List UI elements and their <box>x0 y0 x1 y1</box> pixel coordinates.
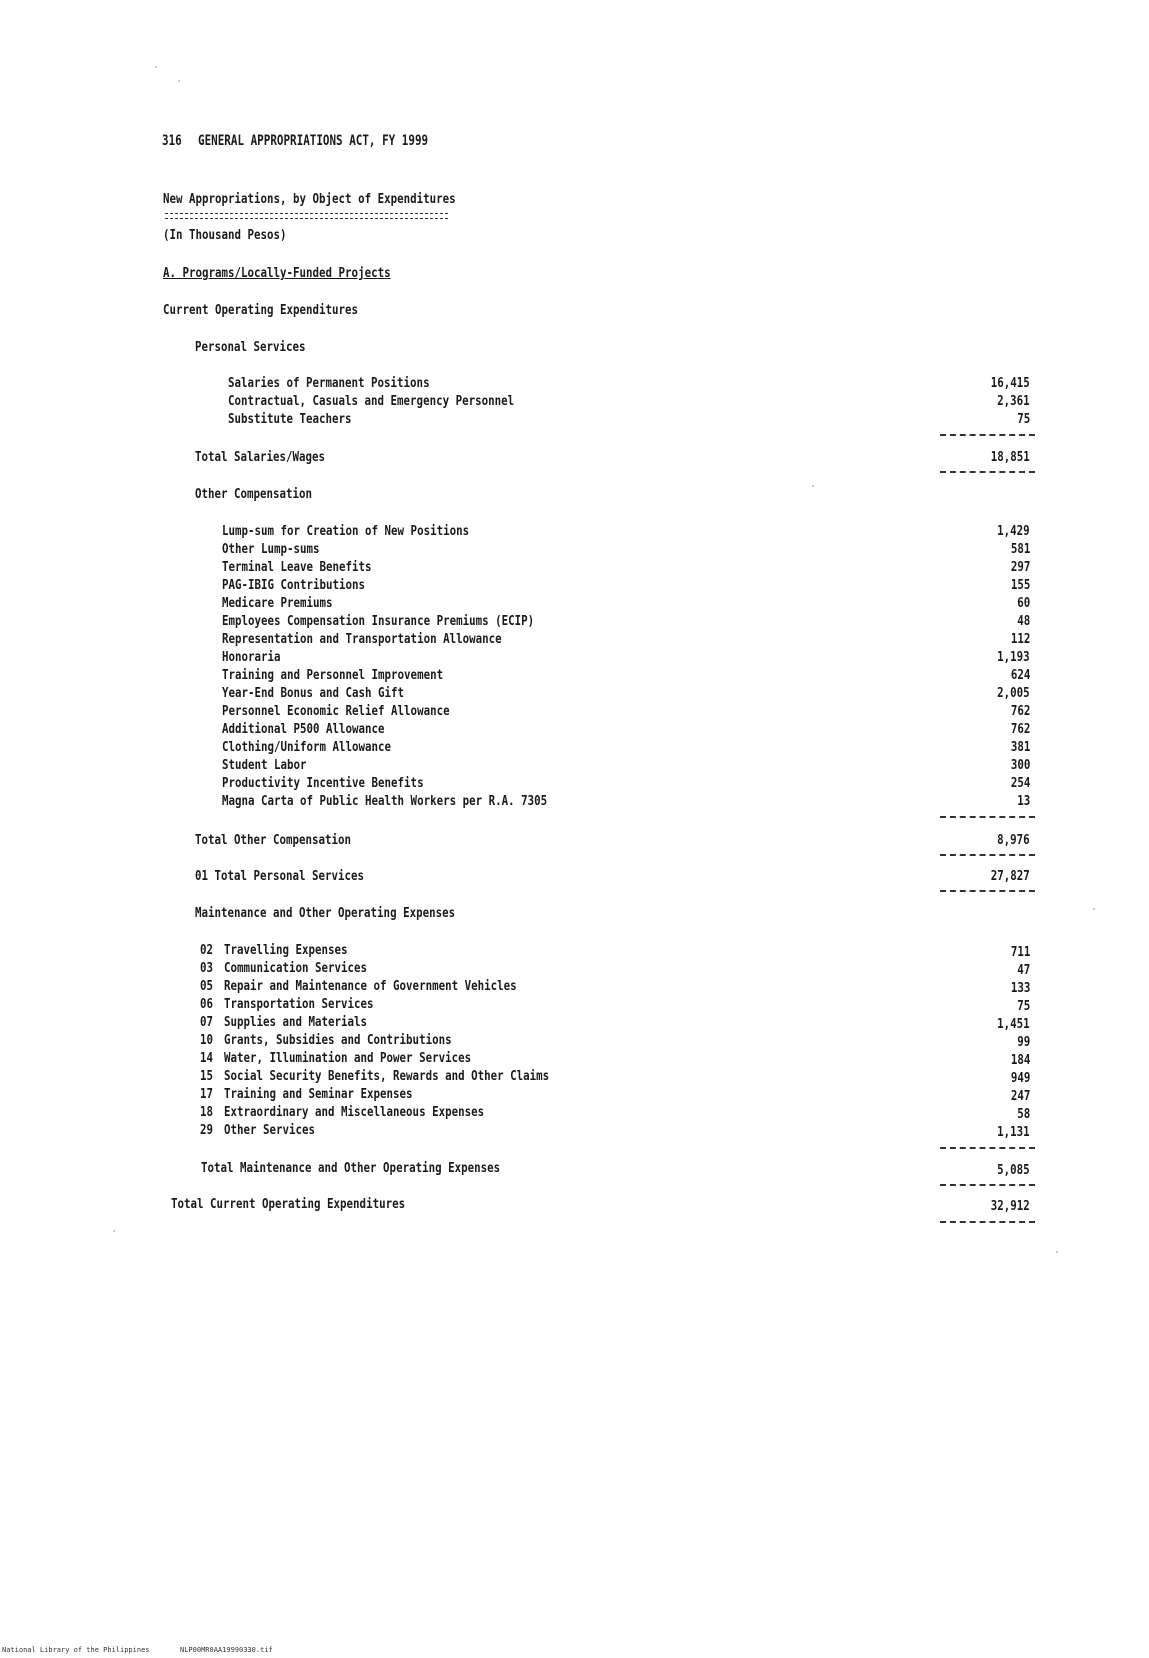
scan-speck <box>113 1230 115 1232</box>
scan-speck <box>178 80 180 82</box>
list-item-label: Representation and Transportation Allowance <box>222 631 502 647</box>
section-heading: A. Programs/Locally-Funded Projects <box>163 265 391 281</box>
list-item-label: Supplies and Materials <box>224 1014 368 1030</box>
list-item-value: 133 <box>1010 980 1030 996</box>
list-item-value: 711 <box>1010 944 1030 960</box>
list-item-label: Lump-sum for Creation of New Positions <box>222 523 470 539</box>
grand-total-value: 32,912 <box>990 1198 1030 1214</box>
list-item-label: Additional P500 Allowance <box>222 721 385 737</box>
total-personal-services-label: 01 Total Personal Services <box>195 868 365 884</box>
total-rule <box>940 1184 1035 1186</box>
list-item-value: 581 <box>1010 541 1030 557</box>
list-item-label: Communication Services <box>224 960 368 976</box>
list-item-label: Travelling Expenses <box>224 942 348 958</box>
act-title: GENERAL APPROPRIATIONS ACT, FY 1999 <box>198 133 429 149</box>
list-item-label: Employees Compensation Insurance Premiums (ECIP) <box>222 613 535 629</box>
category-heading: Current Operating Expenditures <box>163 302 359 318</box>
grand-total-label: Total Current Operating Expenditures <box>171 1196 406 1212</box>
list-item-label: Terminal Leave Benefits <box>222 559 372 575</box>
list-item-label: Salaries of Permanent Positions <box>228 375 430 391</box>
total-mooe-label: Total Maintenance and Other Operating Expenses <box>201 1160 501 1176</box>
document-title: New Appropriations, by Object of Expenditures <box>163 191 456 207</box>
scan-speck <box>1056 1251 1058 1253</box>
list-item-label: Repair and Maintenance of Government Vehicles <box>224 978 517 994</box>
list-item-label: Substitute Teachers <box>228 411 352 427</box>
scan-speck <box>812 485 814 487</box>
list-item-value: 1,193 <box>997 649 1030 665</box>
list-item-value: 99 <box>1016 1034 1030 1050</box>
list-item-label: Contractual, Casuals and Emergency Personnel <box>228 393 515 409</box>
scan-speck <box>155 66 157 68</box>
title-double-rule <box>165 213 448 219</box>
list-item-code: 17 <box>200 1086 214 1102</box>
list-item-label: Magna Carta of Public Health Workers per R.A. 7305 <box>222 793 548 809</box>
list-item-code: 03 <box>200 960 214 976</box>
total-rule <box>940 890 1035 892</box>
list-item-value: 184 <box>1010 1052 1030 1068</box>
list-item-value: 254 <box>1010 775 1030 791</box>
list-item-code: 02 <box>200 942 214 958</box>
list-item-label: Honoraria <box>222 649 281 665</box>
list-item-value: 47 <box>1016 962 1030 978</box>
total-mooe-value: 5,085 <box>997 1162 1030 1178</box>
list-item-value: 58 <box>1016 1106 1030 1122</box>
list-item-value: 112 <box>1010 631 1030 647</box>
list-item-code: 14 <box>200 1050 214 1066</box>
list-item-value: 300 <box>1010 757 1030 773</box>
list-item-value: 381 <box>1010 739 1030 755</box>
list-item-code: 10 <box>200 1032 214 1048</box>
subtotal-rule <box>940 816 1035 818</box>
list-item-value: 247 <box>1010 1088 1030 1104</box>
total-salaries-label: Total Salaries/Wages <box>195 449 326 465</box>
unit-note: (In Thousand Pesos) <box>163 227 287 243</box>
list-item-label: Transportation Services <box>224 996 374 1012</box>
list-item-label: Productivity Incentive Benefits <box>222 775 424 791</box>
list-item-value: 2,361 <box>997 393 1030 409</box>
list-item-value: 762 <box>1010 721 1030 737</box>
list-item-value: 762 <box>1010 703 1030 719</box>
total-rule <box>940 471 1035 473</box>
list-item-label: Training and Seminar Expenses <box>224 1086 413 1102</box>
subtotal-rule <box>940 1147 1035 1149</box>
subtotal-rule <box>940 434 1035 436</box>
list-item-code: 05 <box>200 978 214 994</box>
total-rule <box>940 854 1035 856</box>
list-item-value: 13 <box>1016 793 1030 809</box>
list-item-code: 15 <box>200 1068 214 1084</box>
personal-services-heading: Personal Services <box>195 339 306 355</box>
list-item-label: PAG-IBIG Contributions <box>222 577 366 593</box>
list-item-value: 16,415 <box>990 375 1030 391</box>
grand-total-rule <box>940 1221 1035 1223</box>
list-item-label: Extraordinary and Miscellaneous Expenses <box>224 1104 485 1120</box>
list-item-code: 18 <box>200 1104 214 1120</box>
list-item-label: Clothing/Uniform Allowance <box>222 739 392 755</box>
list-item-value: 297 <box>1010 559 1030 575</box>
scan-speck <box>1093 908 1095 910</box>
total-other-compensation-label: Total Other Compensation <box>195 832 352 848</box>
list-item-value: 60 <box>1016 595 1030 611</box>
list-item-label: Personnel Economic Relief Allowance <box>222 703 450 719</box>
total-other-compensation-value: 8,976 <box>997 832 1030 848</box>
list-item-value: 1,451 <box>997 1016 1030 1032</box>
list-item-code: 29 <box>200 1122 214 1138</box>
list-item-value: 48 <box>1016 613 1030 629</box>
footer-filename: NLP00MR0AA19990330.tif <box>180 1646 273 1654</box>
list-item-label: Training and Personnel Improvement <box>222 667 444 683</box>
list-item-code: 07 <box>200 1014 214 1030</box>
total-salaries-value: 18,851 <box>990 449 1030 465</box>
list-item-value: 2,005 <box>997 685 1030 701</box>
list-item-value: 155 <box>1010 577 1030 593</box>
page-number: 316 <box>162 133 182 149</box>
list-item-label: Student Labor <box>222 757 307 773</box>
list-item-label: Grants, Subsidies and Contributions <box>224 1032 452 1048</box>
list-item-code: 06 <box>200 996 214 1012</box>
list-item-label: Year-End Bonus and Cash Gift <box>222 685 405 701</box>
list-item-value: 1,429 <box>997 523 1030 539</box>
list-item-value: 1,131 <box>997 1124 1030 1140</box>
list-item-label: Other Services <box>224 1122 316 1138</box>
list-item-value: 75 <box>1016 411 1030 427</box>
footer-library: National Library of the Philippines <box>2 1646 150 1654</box>
list-item-label: Social Security Benefits, Rewards and Other Claims <box>224 1068 550 1084</box>
list-item-value: 624 <box>1010 667 1030 683</box>
other-compensation-heading: Other Compensation <box>195 486 313 502</box>
list-item-value: 949 <box>1010 1070 1030 1086</box>
total-personal-services-value: 27,827 <box>990 868 1030 884</box>
mooe-heading: Maintenance and Other Operating Expenses <box>195 905 456 921</box>
list-item-value: 75 <box>1016 998 1030 1014</box>
list-item-label: Medicare Premiums <box>222 595 333 611</box>
list-item-label: Water, Illumination and Power Services <box>224 1050 472 1066</box>
list-item-label: Other Lump-sums <box>222 541 320 557</box>
